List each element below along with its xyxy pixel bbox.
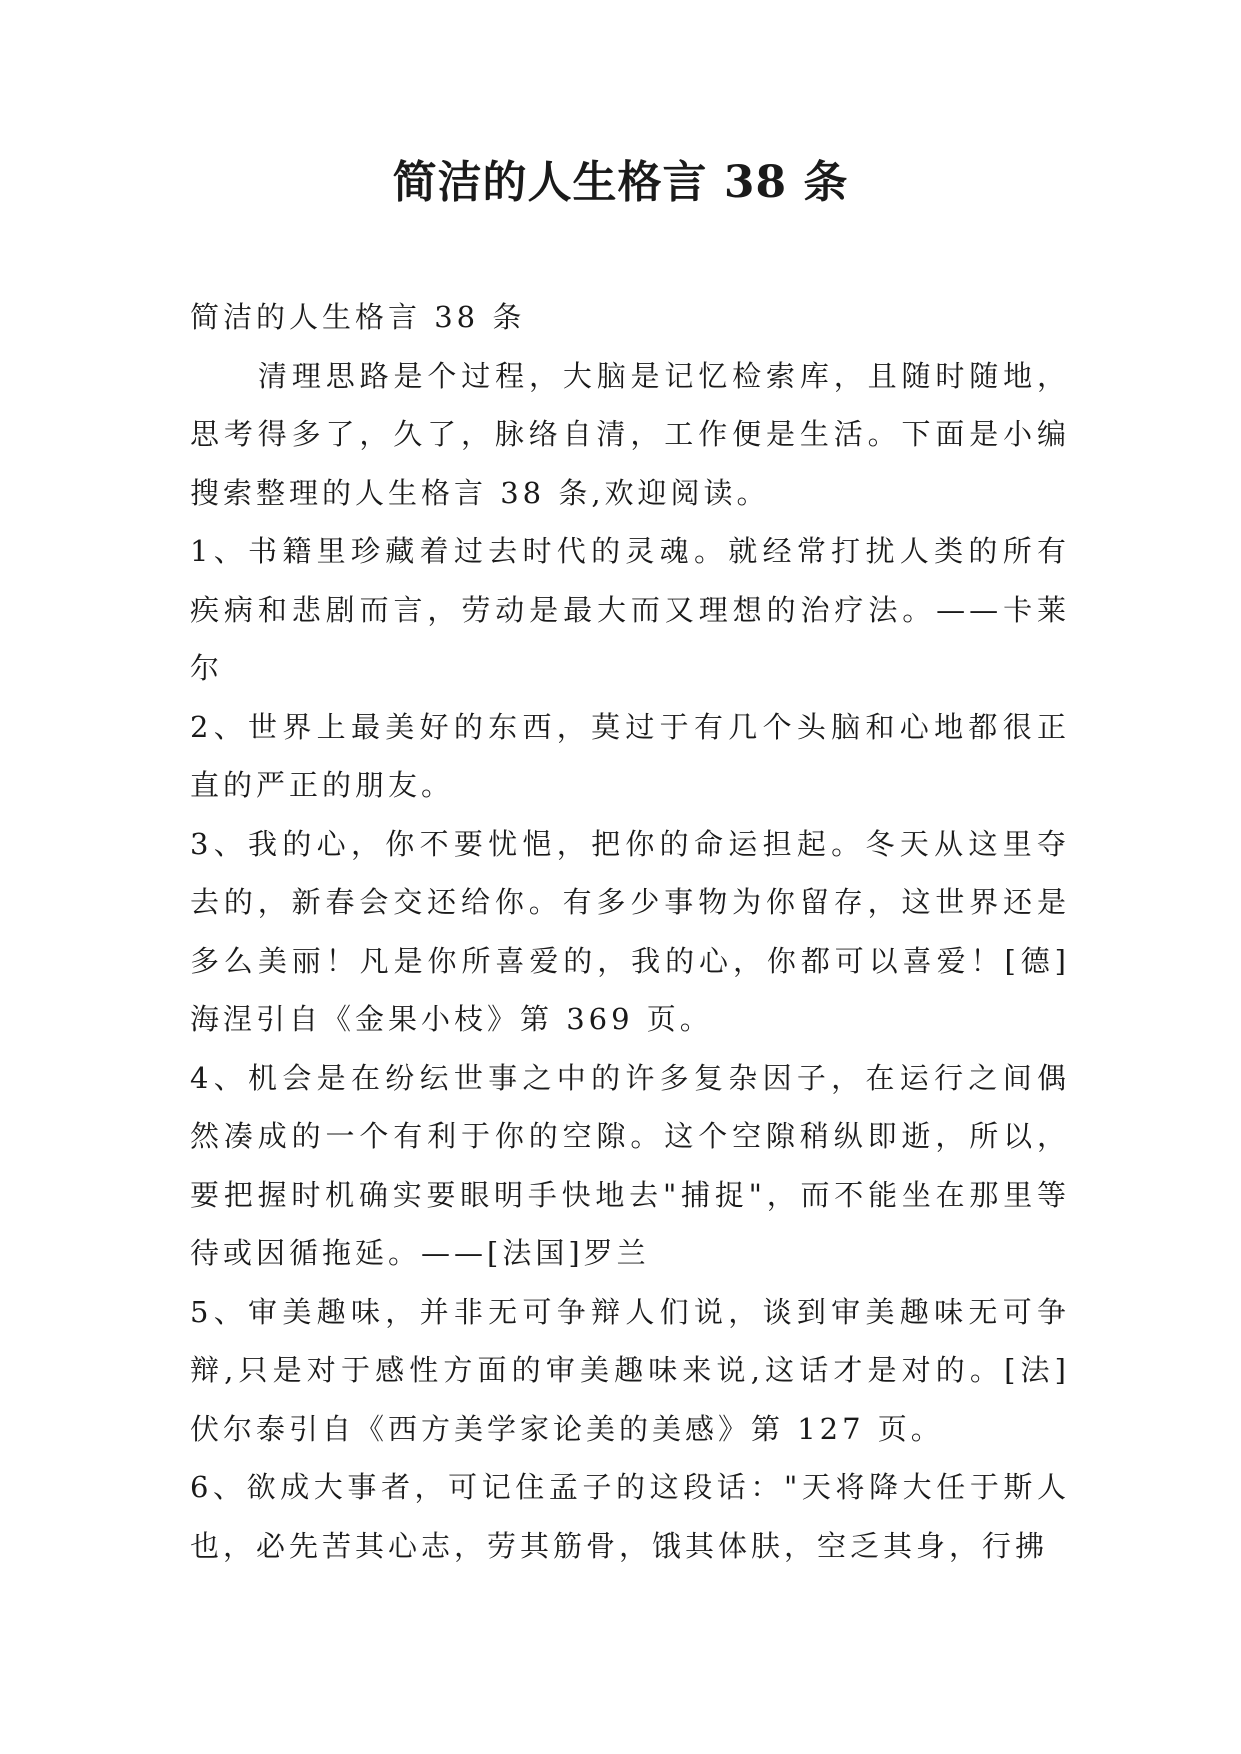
maxim-item-5: 5、审美趣味，并非无可争辩人们说，谈到审美趣味无可争辩,只是对于感性方面的审美趣味来说,这话才是对的。[法]伏尔泰引自《西方美学家论美的美感》第 127 页。 xyxy=(190,1294,1070,1446)
intro-paragraph: 清理思路是个过程，大脑是记忆检索库，且随时随地，思考得多了，久了，脉络自清，工作便是生活。下面是小编搜索整理的人生格言 38 条,欢迎阅读。 xyxy=(190,358,1070,510)
document-title: 简洁的人生格言 38 条 xyxy=(392,157,849,208)
body-heading: 简洁的人生格言 38 条 xyxy=(190,300,526,334)
document-body xyxy=(190,288,1070,1575)
maxim-item-1: 1、书籍里珍藏着过去时代的灵魂。就经常打扰人类的所有疾病和悲剧而言，劳动是最大而又理想的治疗法。——卡莱尔 xyxy=(190,534,1070,685)
maxim-item-3: 3、我的心，你不要忧悒，把你的命运担起。冬天从这里夺去的，新春会交还给你。有多少事物为你留存，这世界还是多么美丽！凡是你所喜爱的，我的心，你都可以喜爱！[德]海涅引自《金果小枝》第 369 页。 xyxy=(190,826,1070,1036)
maxim-item-2: 2、世界上最美好的东西，莫过于有几个头脑和心地都很正直的严正的朋友。 xyxy=(190,709,1070,802)
maxim-item-4: 4、机会是在纷纭世事之中的许多复杂因子，在运行之间偶然凑成的一个有利于你的空隙。这个空隙稍纵即逝，所以，要把握时机确实要眼明手快地去"捕捉"，而不能坐在那里等待或因循拖延。——[法国]罗兰 xyxy=(190,1060,1070,1270)
maxim-item-6: 6、欲成大事者，可记住孟子的这段话："天将降大任于斯人也，必先苦其心志，劳其筋骨，饿其体肤，空乏其身，行拂 xyxy=(190,1470,1070,1563)
